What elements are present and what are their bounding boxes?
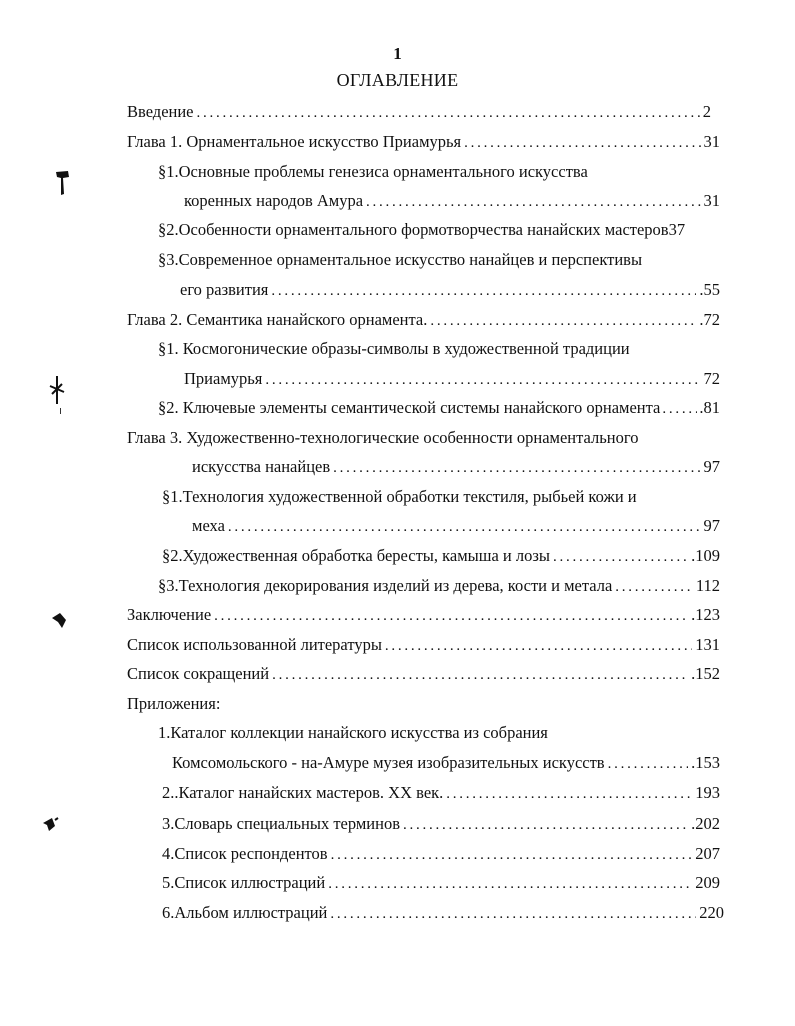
dot-leader [608, 754, 689, 774]
toc-entry-intro [127, 102, 711, 124]
dot-leader [197, 103, 700, 123]
toc-entry-page: .109 [691, 546, 720, 565]
toc-entry-text: Список сокращений [127, 664, 270, 683]
toc-entry-page: 97 [703, 516, 720, 535]
dot-leader [430, 311, 696, 331]
toc-entry-abbreviations [127, 664, 720, 686]
toc-entry-page: .72 [699, 310, 720, 329]
toc-entry-ch1-s3-line2 [180, 280, 720, 302]
toc-entry-text: коренных народов Амура [184, 191, 364, 210]
toc-entry-text: 6.Альбом иллюстраций [162, 903, 328, 922]
toc-entry-text: Заключение [127, 605, 212, 624]
toc-entry-text: 3.Словарь специальных терминов [162, 814, 400, 833]
toc-entry-ch2-s1-line1: §1. Космогонические образы-символы в художественной традиции [158, 339, 630, 358]
toc-entry-page: 112 [695, 576, 720, 595]
scan-mark-2 [46, 374, 68, 414]
dot-leader [446, 784, 692, 804]
toc-entry-text: искусства нанайцев [192, 457, 331, 476]
toc-entry-references [127, 635, 720, 657]
toc-entry-ch3-s1-line1: §1.Технология художественной обработки текстиля, рыбьей кожи и [162, 487, 637, 506]
toc-entry-ch1-s1-line2 [184, 191, 720, 213]
dot-leader [403, 815, 688, 835]
dot-leader [214, 606, 688, 626]
dot-leader [265, 370, 700, 390]
toc-entry-appendices: Приложения: [127, 694, 221, 713]
toc-entry-chapter-2 [127, 310, 720, 332]
dot-leader [330, 904, 696, 924]
dot-leader [366, 192, 700, 212]
toc-entry-app1-line2 [172, 753, 720, 775]
toc-entry-app3 [162, 814, 720, 836]
toc-entry-chapter-3-line2 [192, 457, 720, 479]
toc-entry-text: 5.Список иллюстраций [162, 873, 326, 892]
dot-leader [385, 636, 692, 656]
toc-entry-ch3-s2 [162, 546, 720, 568]
toc-entry-page: 72 [703, 369, 720, 388]
toc-entry-text: Список использованной литературы [127, 635, 382, 654]
toc-entry-page: 193 [695, 783, 720, 802]
toc-entry-text: 4.Список респондентов [162, 844, 328, 863]
toc-entry-text: меха [192, 516, 225, 535]
toc-entry-app6 [162, 903, 724, 925]
dot-leader [271, 281, 696, 301]
toc-entry-ch2-s2 [158, 398, 720, 420]
toc-entry-text: Глава 2. Семантика нанайского орнамента. [127, 310, 428, 329]
toc-entry-text: его развития [180, 280, 269, 299]
dot-leader [553, 547, 688, 567]
toc-entry-app2 [162, 783, 720, 805]
toc-entry-page: 31 [703, 191, 720, 210]
toc-entry-page: 131 [695, 635, 720, 654]
dot-leader [228, 517, 701, 537]
dot-leader [662, 399, 697, 419]
dot-leader [464, 133, 700, 153]
toc-entry-chapter-1 [127, 132, 720, 154]
dot-leader [615, 577, 693, 597]
toc-entry-page: 31 [703, 132, 720, 151]
toc-entry-conclusion [127, 605, 720, 627]
toc-entry-page: .153 [691, 753, 720, 772]
toc-entry-text: Введение [127, 102, 194, 121]
toc-entry-text: §2.Художественная обработка бересты, камыша и лозы [162, 546, 550, 565]
toc-entry-ch1-s1-line1: §1.Основные проблемы генезиса орнаментального искусства [158, 162, 588, 181]
toc-entry-text: §3.Технология декорирования изделий из дерева, кости и метала [158, 576, 613, 595]
scan-mark-3 [50, 610, 70, 630]
toc-entry-app1-line1: 1.Каталог коллекции нанайского искусства из собрания [158, 723, 548, 742]
toc-entry-app5 [162, 873, 720, 895]
dot-leader [328, 874, 692, 894]
toc-entry-page: 2 [702, 102, 711, 121]
dot-leader [333, 458, 700, 478]
toc-entry-app4 [162, 844, 720, 866]
scan-mark-4 [40, 814, 60, 834]
toc-entry-page: 220 [699, 903, 724, 922]
toc-entry-ch3-s1-line2 [192, 516, 720, 538]
toc-entry-chapter-3-line1: Глава 3. Художественно-технологические особенности орнаментального [127, 428, 639, 447]
toc-entry-page: 209 [695, 873, 720, 892]
toc-entry-page: 207 [695, 844, 720, 863]
toc-entry-page: .55 [699, 280, 720, 299]
toc-entry-page: .81 [699, 398, 720, 417]
toc-entry-ch2-s1-line2 [184, 369, 720, 391]
dot-leader [331, 845, 693, 865]
toc-entry-text: Комсомольского - на-Амуре музея изобразительных искусств [172, 753, 605, 772]
toc-entry-ch3-s3 [158, 576, 720, 598]
page-number: 1 [393, 44, 402, 63]
toc-entry-page: .152 [691, 664, 720, 683]
toc-entry-text: 2..Каталог нанайских мастеров. XX век. [162, 783, 444, 802]
toc-entry-page: 97 [703, 457, 720, 476]
toc-entry-text: §2. Ключевые элементы семантической системы нанайского орнамента [158, 398, 661, 417]
page-title: ОГЛАВЛЕНИЕ [336, 70, 459, 90]
scan-mark-1 [54, 168, 72, 198]
toc-entry-text: Приамурья [184, 369, 263, 388]
toc-entry-page: .123 [691, 605, 720, 624]
dot-leader [272, 665, 688, 685]
toc-entry-text: Глава 1. Орнаментальное искусство Приамурья [127, 132, 462, 151]
toc-entry-ch1-s3-line1: §3.Современное орнаментальное искусство нанайцев и перспективы [158, 250, 643, 269]
toc-entry-page: .202 [691, 814, 720, 833]
toc-entry-ch1-s2: §2.Особенности орнаментального формотворчества нанайских мастеров37 [158, 220, 686, 239]
